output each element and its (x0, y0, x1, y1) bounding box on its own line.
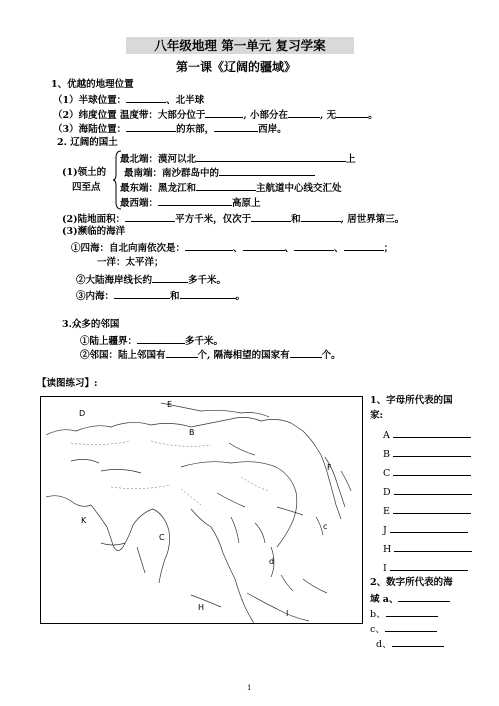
page-title: 八年级地理 第一单元 复习学案 (126, 37, 354, 54)
sea-answer-a: 域 a、 (370, 591, 450, 606)
easternmost-line: 最东端：黑龙江和 主航道中心线交汇处 (120, 180, 342, 195)
territory-label: (1)领土的 (62, 167, 107, 178)
q1-label: 1、字母所代表的国 (370, 395, 453, 406)
answer-i: I (383, 561, 468, 575)
section2-heading: 2. 辽阔的国土 (57, 137, 118, 148)
area-line: (2)陆地面积： 平方千米，仅次于 和 , 居世界第三。 (62, 211, 404, 226)
section1-heading: 1、优越的地理位置 (51, 79, 134, 90)
map-label-b: B (189, 428, 195, 437)
map-label-f: F (327, 463, 332, 472)
latitude-line: （2）纬度位置 温度带：大部分位于 , 小部分在 , 无 。 (53, 107, 378, 122)
land-sea-line: （3）海陆位置： 的东部， 西岸。 (53, 121, 287, 136)
southernmost-line: 最南端：南沙群岛中的 (124, 165, 315, 180)
sea-answer-b: b、 (370, 606, 438, 621)
map-label-d: D (79, 409, 86, 418)
asia-map (40, 396, 363, 624)
map-label-k: K (81, 516, 87, 525)
neighbors-line: ②邻国：陆上邻国有 个, 隔海相望的国家有 个。 (80, 347, 341, 362)
four-extremes-label: 四至点 (72, 182, 101, 193)
map-label-h: H (198, 603, 205, 612)
q1-label-cont: 家: (370, 410, 384, 421)
land-border-line: ①陆上疆界： 多千米。 (80, 333, 223, 348)
sea-answer-c: c、 (370, 621, 437, 636)
map-outline (41, 397, 363, 624)
seas-heading: (3)濒临的海洋 (62, 226, 126, 237)
map-label-i: I (286, 609, 289, 618)
page-number: 1 (247, 684, 252, 692)
answer-d: D (383, 485, 472, 499)
answer-e: E (383, 504, 471, 518)
answer-a: A (383, 428, 471, 442)
map-label-c-upper: C (159, 533, 165, 542)
inner-sea-line: ③内海： 和 。 (76, 288, 245, 303)
coastline-line: ②大陆海岸线长约 多千米。 (76, 272, 226, 287)
answer-h: H (383, 542, 472, 556)
sea-answer-d: d、 (376, 636, 444, 651)
four-seas-line: ①四海：自北向南依次是： 、 、 、 ； (71, 240, 393, 255)
ocean-line: 一洋：太平洋； (97, 257, 164, 268)
map-label-d-lower: d (269, 557, 275, 566)
answer-j: J (383, 523, 468, 537)
hemisphere-line: （1）半球位置： 、北半球 (53, 92, 204, 107)
lesson-subtitle: 第一课《辽阔的疆域》 (176, 60, 297, 74)
westernmost-line: 最西端： 高原上 (120, 195, 261, 210)
answer-b: B (383, 447, 471, 461)
section3-heading: 3.众多的邻国 (62, 319, 120, 330)
map-label-e: E (167, 400, 173, 409)
map-label-c-lower: c (323, 522, 328, 531)
answer-c: C (383, 466, 471, 480)
northernmost-line: 最北端：漠河以北 上 (120, 151, 356, 166)
practice-heading: 【读图练习】: (37, 378, 98, 389)
q2-label: 2、数字所代表的海 (370, 577, 453, 588)
